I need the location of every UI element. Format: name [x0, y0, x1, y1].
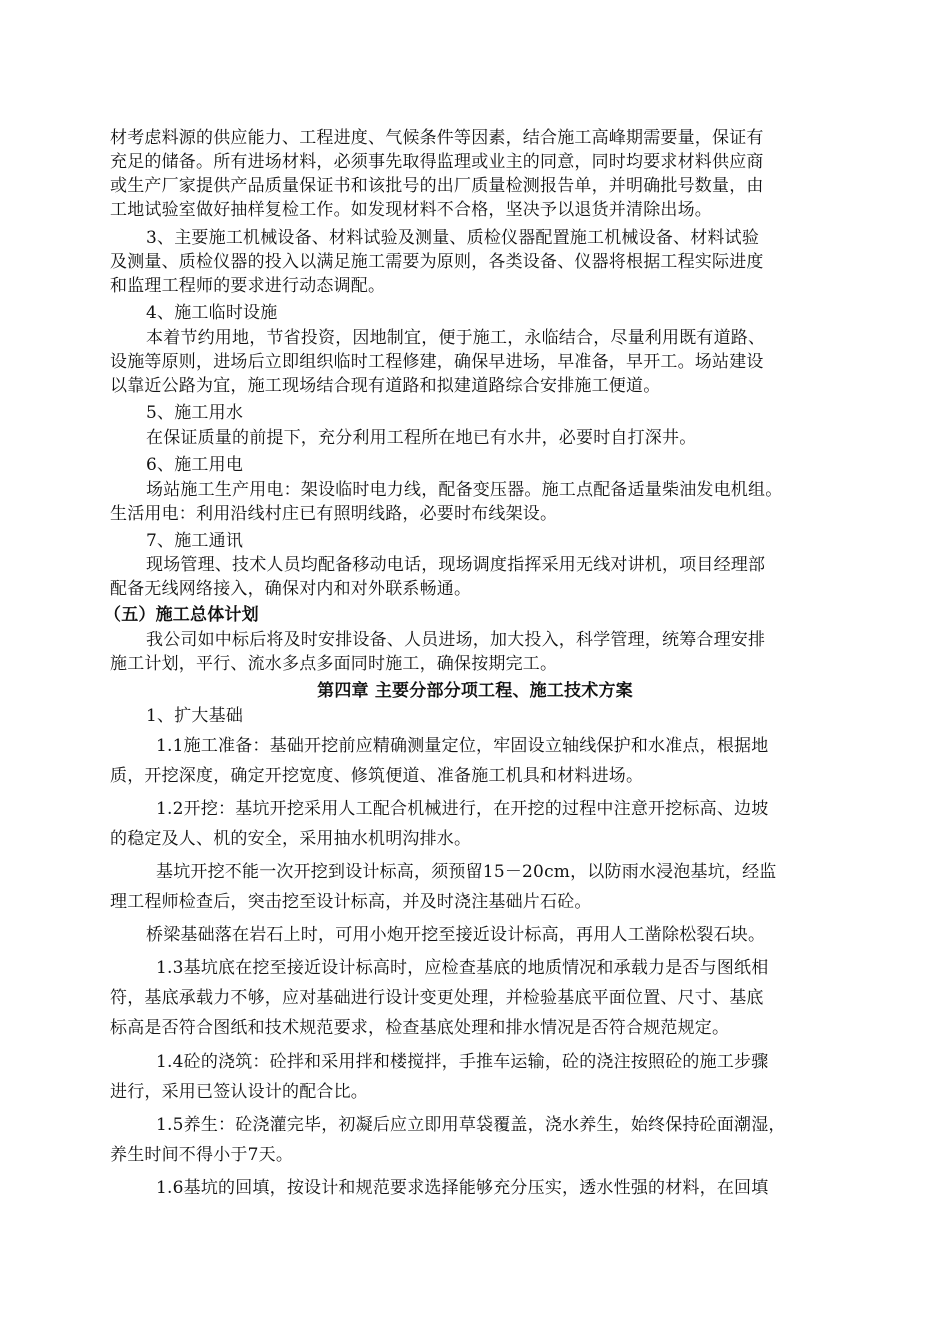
- paragraph-line: 1.5养生：砼浇灌完毕，初凝后应立即用草袋覆盖，浇水养生，始终保持砼面潮湿，: [156, 1115, 786, 1135]
- section-6-heading: 6、施工用电: [146, 455, 244, 475]
- paragraph-line: 理工程师检查后，突击挖至设计标高，并及时浇注基础片石砼。: [110, 892, 592, 912]
- paragraph-line: 的稳定及人、机的安全，采用抽水机明沟排水。: [110, 829, 472, 849]
- paragraph-line: 充足的储备。所有进场材料，必须事先取得监理或业主的同意，同时均要求材料供应商: [110, 152, 764, 172]
- paragraph-line: 材考虑料源的供应能力、工程进度、气候条件等因素，结合施工高峰期需要量，保证有: [110, 128, 764, 148]
- paragraph-line: 配备无线网络接入，确保对内和对外联系畅通。: [110, 579, 472, 599]
- paragraph-line: 符，基底承载力不够，应对基础进行设计变更处理，并检验基底平面位置、尺寸、基底: [110, 988, 764, 1008]
- section-5-heading: 5、施工用水: [146, 403, 244, 423]
- section-3-heading: 3、主要施工机械设备、材料试验及测量、质检仪器配置施工机械设备、材料试验: [146, 228, 760, 248]
- paragraph-line: 场站施工生产用电：架设临时电力线，配备变压器。施工点配备适量柴油发电机组。: [146, 480, 783, 500]
- paragraph-line: 及测量、质检仪器的投入以满足施工需要为原则，各类设备、仪器将根据工程实际进度: [110, 252, 764, 272]
- paragraph-line: 设施等原则，进场后立即组织临时工程修建，确保早进场，早准备，早开工。场站建设: [110, 352, 764, 372]
- paragraph-line: 1.2开挖：基坑开挖采用人工配合机械进行，在开挖的过程中注意开挖标高、边坡: [156, 799, 769, 819]
- subsection-heading: 1、扩大基础: [146, 706, 244, 726]
- paragraph-line: 以靠近公路为宜，施工现场结合现有道路和拟建道路综合安排施工便道。: [110, 376, 661, 396]
- paragraph-line: 工地试验室做好抽样复检工作。如发现材料不合格，坚决予以退货并清除出场。: [110, 200, 712, 220]
- paragraph-line: 质，开挖深度，确定开挖宽度、修筑便道、准备施工机具和材料进场。: [110, 766, 644, 786]
- paragraph-line: 桥梁基础落在岩石上时，可用小炮开挖至接近设计标高，再用人工凿除松裂石块。: [146, 925, 766, 945]
- section-7-heading: 7、施工通讯: [146, 531, 244, 551]
- paragraph-line: 基坑开挖不能一次开挖到设计标高，须预留15－20cm，以防雨水浸泡基坑，经监: [156, 862, 777, 882]
- paragraph-line: 养生时间不得小于7天。: [110, 1145, 294, 1165]
- paragraph-line: 进行，采用已签认设计的配合比。: [110, 1082, 368, 1102]
- paragraph-line: 1.3基坑底在挖至接近设计标高时，应检查基底的地质情况和承载力是否与图纸相: [156, 958, 769, 978]
- section-4-heading: 4、施工临时设施: [146, 303, 278, 323]
- paragraph-line: 生活用电：利用沿线村庄已有照明线路，必要时布线架设。: [110, 504, 558, 524]
- paragraph-line: 和监理工程师的要求进行动态调配。: [110, 276, 386, 296]
- paragraph-line: 1.1施工准备：基础开挖前应精确测量定位，牢固设立轴线保护和水准点，根据地: [156, 736, 769, 756]
- paragraph-line: 或生产厂家提供产品质量保证书和该批号的出厂质量检测报告单，并明确批号数量，由: [110, 176, 764, 196]
- paragraph-line: 现场管理、技术人员均配备移动电话，现场调度指挥采用无线对讲机，项目经理部: [146, 555, 766, 575]
- paragraph-line: 1.6基坑的回填，按设计和规范要求选择能够充分压实，透水性强的材料，在回填: [156, 1178, 769, 1198]
- paragraph-line: 本着节约用地，节省投资，因地制宜，便于施工，永临结合，尽量利用既有道路、: [146, 328, 766, 348]
- paragraph-line: 在保证质量的前提下，充分利用工程所在地已有水井，必要时自打深井。: [146, 428, 697, 448]
- section-five-heading: （五）施工总体计划: [104, 605, 259, 625]
- paragraph-line: 1.4砼的浇筑：砼拌和采用拌和楼搅拌，手推车运输，砼的浇注按照砼的施工步骤: [156, 1052, 769, 1072]
- chapter-title: 第四章 主要分部分项工程、施工技术方案: [317, 681, 633, 701]
- paragraph-line: 我公司如中标后将及时安排设备、人员进场，加大投入，科学管理，统筹合理安排: [146, 630, 766, 650]
- paragraph-line: 施工计划，平行、流水多点多面同时施工，确保按期完工。: [110, 654, 558, 674]
- paragraph-line: 标高是否符合图纸和技术规范要求，检查基底处理和排水情况是否符合规范规定。: [110, 1018, 730, 1038]
